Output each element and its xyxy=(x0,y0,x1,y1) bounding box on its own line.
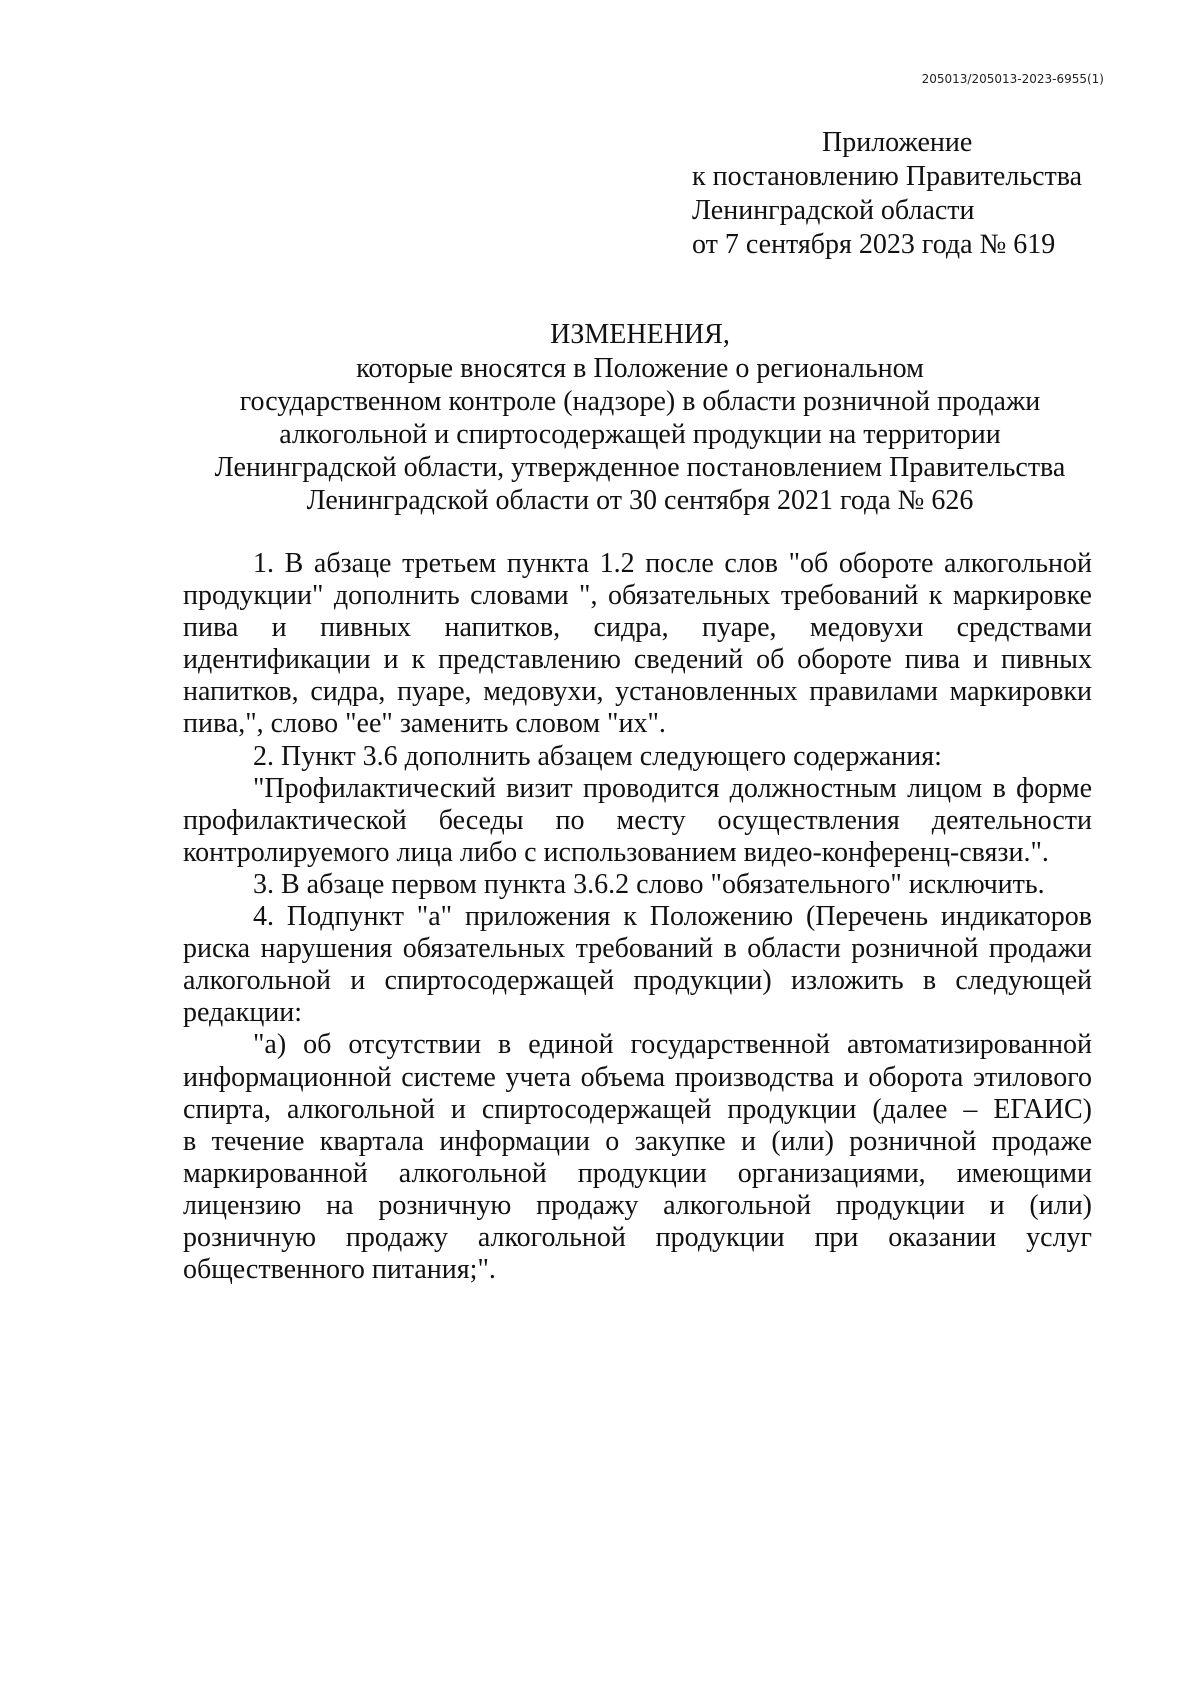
document-id: 205013/205013-2023-6955(1) xyxy=(921,72,1104,86)
subtitle-line: Ленинградской области от 30 сентября 2021 года № 626 xyxy=(306,485,974,516)
appendix-line: Ленинградской области xyxy=(692,195,975,226)
body-line: информационной системе учета объема производства и оборота этилового xyxy=(183,1061,1092,1093)
body-line: маркированной алкогольной продукции организациями, имеющими xyxy=(183,1157,1092,1189)
body-line: 2. Пункт 3.6 дополнить абзацем следующего содержания: xyxy=(253,740,942,772)
body-line: продукции" дополнить словами ", обязательных требований к маркировке xyxy=(183,580,1092,612)
body-line: "а) об отсутствии в единой государственной автоматизированной xyxy=(253,1029,1092,1061)
subtitle-line: которые вносятся в Положение о региональном xyxy=(356,353,924,384)
body-line: профилактической беседы по месту осуществления деятельности xyxy=(183,804,1092,836)
body-line: редакции: xyxy=(183,997,303,1029)
appendix-line: Приложение xyxy=(822,127,973,158)
body-line: 4. Подпункт "а" приложения к Положению (Перечень индикаторов xyxy=(253,901,1092,933)
body-line: идентификации и к представлению сведений об обороте пива и пивных xyxy=(183,644,1092,676)
body-line: контролируемого лица либо с использованием видео-конференц-связи.". xyxy=(183,836,1049,868)
body-line: 1. В абзаце третьем пункта 1.2 после слов "об обороте алкогольной xyxy=(253,548,1092,579)
document-body xyxy=(183,548,1092,1286)
appendix-header xyxy=(692,126,1162,262)
appendix-line: от 7 сентября 2023 года № 619 xyxy=(692,229,1056,260)
body-line: розничную продажу алкогольной продукции при оказании услуг xyxy=(183,1221,1092,1253)
body-line: риска нарушения обязательных требований в области розничной продажи xyxy=(183,933,1092,965)
subtitle-line: алкогольной и спиртосодержащей продукции на территории xyxy=(279,419,1001,450)
body-line: пива,", слово "ее" заменить словом "их". xyxy=(183,708,666,740)
document-title: ИЗМЕНЕНИЯ, xyxy=(550,319,730,350)
body-line: пива и пивных напитков, сидра, пуаре, медовухи средствами xyxy=(183,612,1092,644)
body-line: спирта, алкогольной и спиртосодержащей продукции (далее – ЕГАИС) xyxy=(183,1093,1092,1125)
body-line: алкогольной и спиртосодержащей продукции) изложить в следующей xyxy=(183,965,1092,997)
body-line: "Профилактический визит проводится должностным лицом в форме xyxy=(253,772,1092,804)
subtitle-line: Ленинградской области, утвержденное постановлением Правительства xyxy=(214,452,1066,483)
body-line: лицензию на розничную продажу алкогольной продукции и (или) xyxy=(183,1189,1092,1221)
body-line: в течение квартала информации о закупке и (или) розничной продаже xyxy=(183,1125,1092,1157)
title-block xyxy=(130,318,1150,517)
body-line: 3. В абзаце первом пункта 3.6.2 слово "обязательного" исключить. xyxy=(253,868,1045,900)
body-line: напитков, сидра, пуаре, медовухи, установленных правилами маркировки xyxy=(183,676,1092,708)
body-line: общественного питания;". xyxy=(183,1254,496,1286)
appendix-line: к постановлению Правительства xyxy=(692,161,1083,192)
subtitle-line: государственном контроле (надзоре) в области розничной продажи xyxy=(239,386,1041,417)
